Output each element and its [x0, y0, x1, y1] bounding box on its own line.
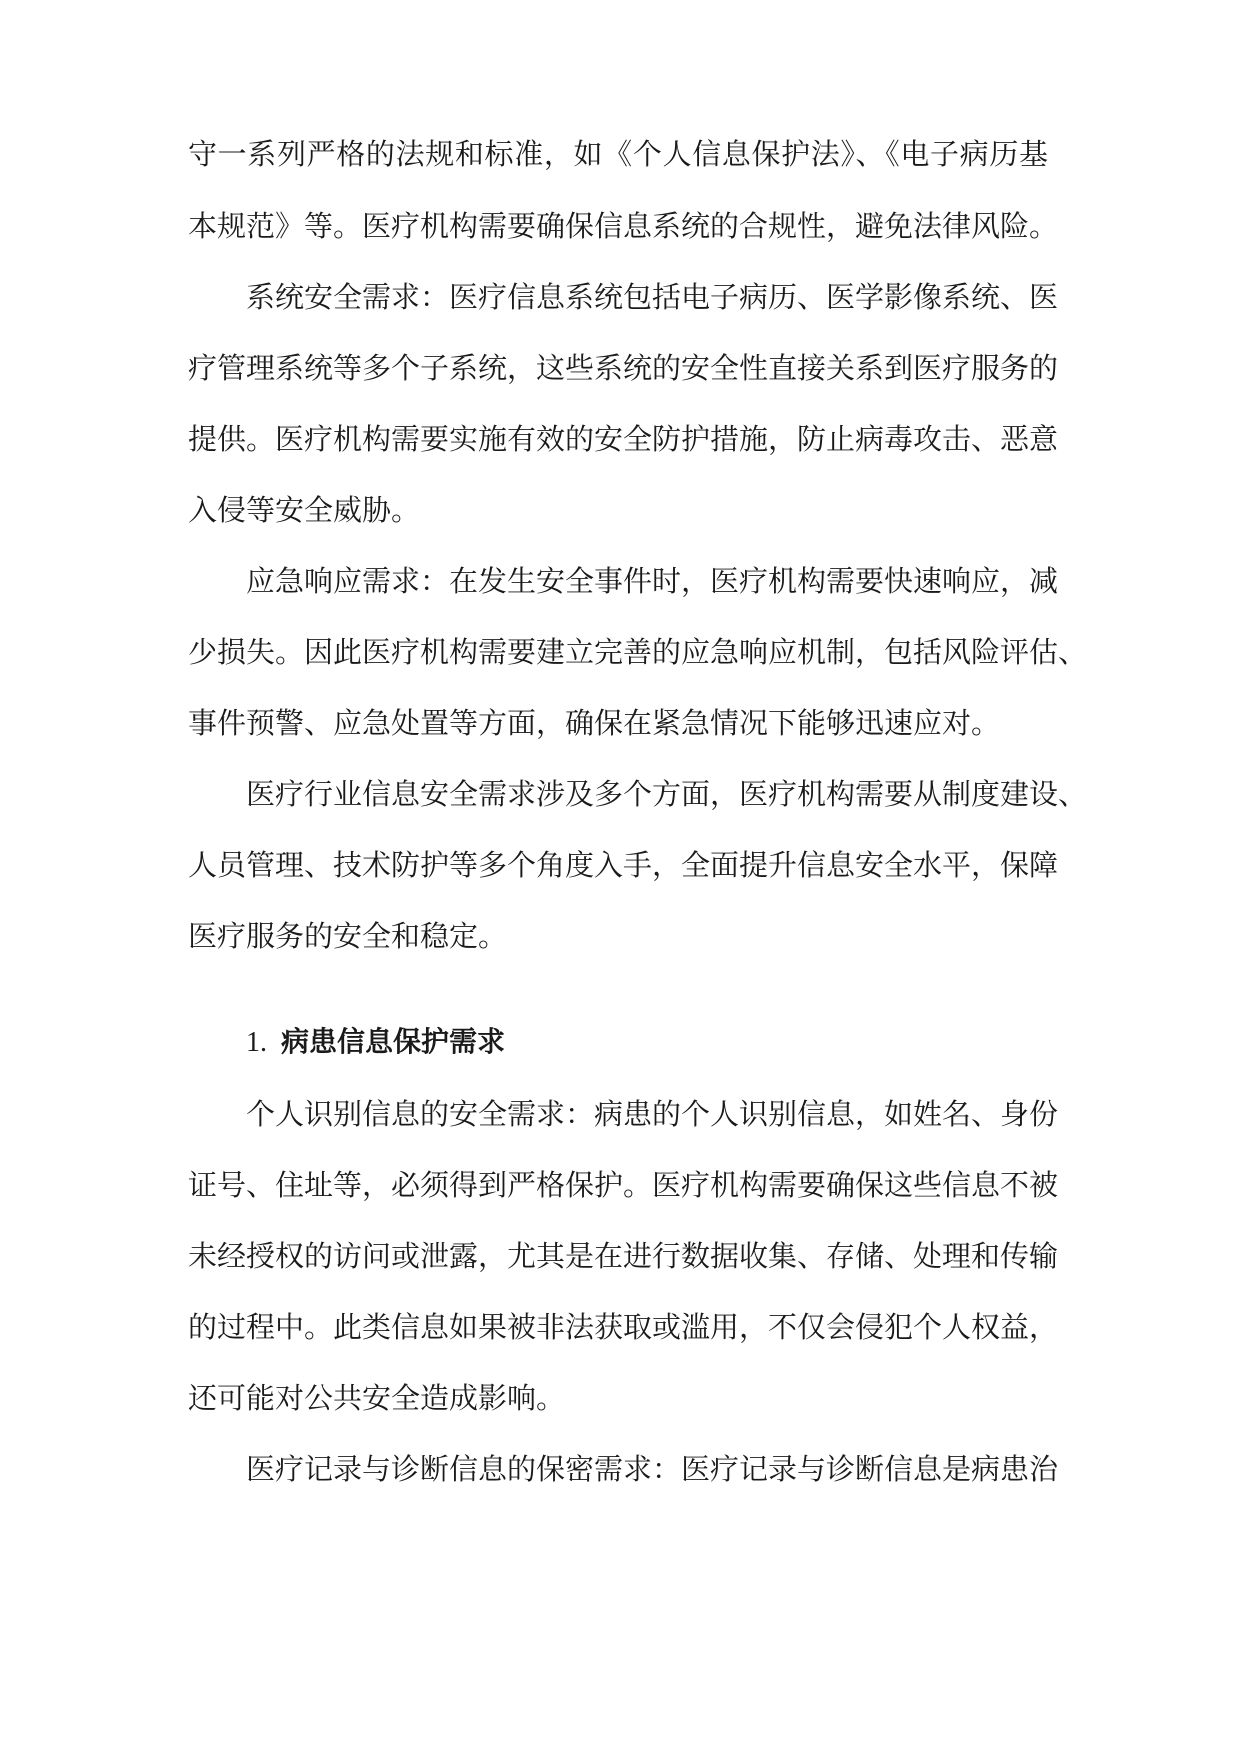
- paragraph-line: 未经授权的访问或泄露，尤其是在进行数据收集、存储、处理和传输: [188, 1239, 1059, 1273]
- paragraph-line: 医疗服务的安全和稳定。: [188, 919, 508, 953]
- paragraph-line: 医疗行业信息安全需求涉及多个方面，医疗机构需要从制度建设、: [246, 777, 1088, 811]
- paragraph-line: 应急响应需求：在发生安全事件时，医疗机构需要快速响应，减: [246, 564, 1059, 598]
- paragraph-line: 少损失。因此医疗机构需要建立完善的应急响应机制，包括风险评估、: [188, 635, 1088, 669]
- paragraph-line: 事件预警、应急处置等方面，确保在紧急情况下能够迅速应对。: [188, 706, 1001, 740]
- paragraph-line: 还可能对公共安全造成影响。: [188, 1381, 566, 1415]
- section-heading: [246, 1022, 505, 1063]
- paragraph-line: 入侵等安全威胁。: [188, 493, 421, 527]
- paragraph-line: 提供。医疗机构需要实施有效的安全防护措施，防止病毒攻击、恶意: [188, 422, 1059, 456]
- paragraph-line: 医疗记录与诊断信息的保密需求：医疗记录与诊断信息是病患治: [246, 1452, 1059, 1486]
- paragraph-line: 疗管理系统等多个子系统，这些系统的安全性直接关系到医疗服务的: [188, 351, 1059, 385]
- paragraph-line: 人员管理、技术防护等多个角度入手，全面提升信息安全水平，保障: [188, 848, 1059, 882]
- section-title: 病患信息保护需求: [281, 1025, 506, 1058]
- section-number: 1.: [246, 1027, 267, 1058]
- paragraph-line: 系统安全需求：医疗信息系统包括电子病历、医学影像系统、医: [246, 280, 1059, 314]
- paragraph-line: 守一系列严格的法规和标准，如《个人信息保护法》、《电子病历基: [188, 137, 1048, 171]
- paragraph-line: 本规范》等。医疗机构需要确保信息系统的合规性，避免法律风险。: [188, 209, 1059, 243]
- paragraph-line: 证号、住址等，必须得到严格保护。医疗机构需要确保这些信息不被: [188, 1168, 1059, 1202]
- paragraph-line: 的过程中。此类信息如果被非法获取或滥用，不仅会侵犯个人权益，: [188, 1310, 1059, 1344]
- paragraph-line: 个人识别信息的安全需求：病患的个人识别信息，如姓名、身份: [246, 1097, 1059, 1131]
